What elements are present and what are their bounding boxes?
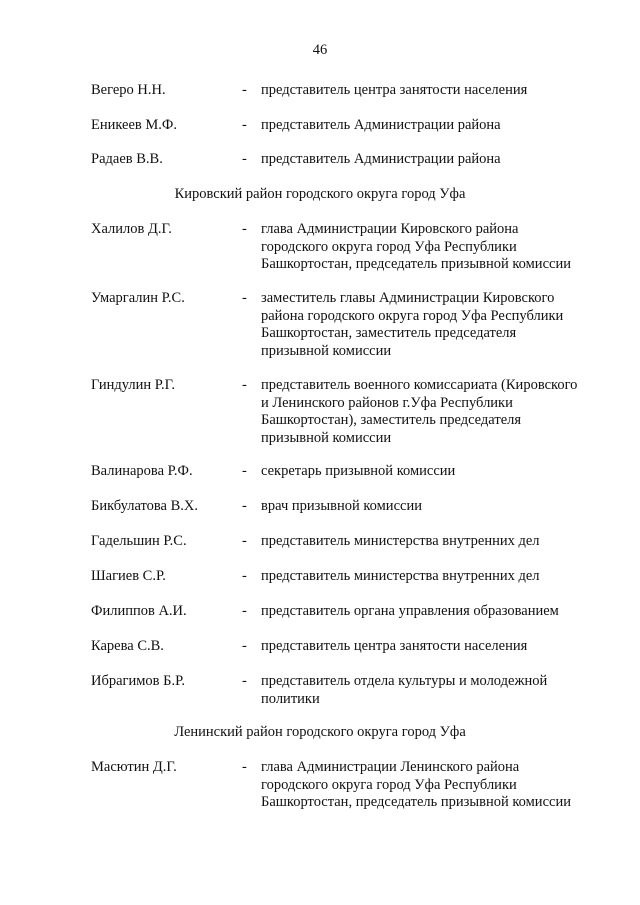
person-name: Масютин Д.Г. — [91, 759, 177, 775]
person-name: Филиппов А.И. — [91, 603, 187, 619]
role-line: заместитель главы Администрации Кировского — [261, 290, 555, 306]
role-line: представитель военного комиссариата (Кировского — [261, 377, 578, 393]
person-role — [261, 377, 611, 447]
role-line: городского округа город Уфа Республики — [261, 238, 517, 255]
role-line: городского округа город Уфа Республики — [261, 776, 517, 793]
person-role — [261, 568, 611, 586]
dash: - — [242, 533, 247, 549]
dash: - — [242, 759, 247, 775]
role-line: представитель органа управления образованием — [261, 603, 559, 619]
role-line: глава Администрации Кировского района — [261, 221, 519, 237]
person-name: Карева С.В. — [91, 638, 164, 654]
section-heading: Ленинский район городского округа город Уфа — [174, 724, 466, 740]
dash: - — [242, 673, 247, 689]
section-heading: Кировский район городского округа город Уфа — [174, 186, 466, 202]
person-role — [261, 638, 611, 656]
role-line: призывной комиссии — [261, 429, 392, 446]
dash: - — [242, 377, 247, 393]
person-role — [261, 759, 611, 812]
person-name: Умаргалин Р.С. — [91, 290, 185, 306]
person-role — [261, 117, 611, 135]
role-line: представитель центра занятости населения — [261, 638, 528, 654]
person-role — [261, 151, 611, 169]
person-role — [261, 533, 611, 551]
person-name: Ибрагимов Б.Р. — [91, 673, 185, 689]
dash: - — [242, 221, 247, 237]
role-line: врач призывной комиссии — [261, 498, 422, 514]
person-role — [261, 290, 611, 360]
person-role — [261, 498, 611, 516]
person-name: Халилов Д.Г. — [91, 221, 172, 237]
person-name: Гадельшин Р.С. — [91, 533, 187, 549]
dash: - — [242, 638, 247, 654]
dash: - — [242, 603, 247, 619]
person-name: Радаев В.В. — [91, 151, 163, 167]
person-name: Гиндулин Р.Г. — [91, 377, 175, 393]
role-line: представитель Администрации района — [261, 151, 501, 167]
dash: - — [242, 290, 247, 306]
role-line: секретарь призывной комиссии — [261, 463, 456, 479]
role-line: представитель Администрации района — [261, 117, 501, 133]
dash: - — [242, 82, 247, 98]
person-name: Валинарова Р.Ф. — [91, 463, 193, 479]
dash: - — [242, 568, 247, 584]
role-line: Башкортостан), заместитель председателя — [261, 412, 522, 428]
role-line: представитель министерства внутренних дел — [261, 533, 540, 549]
person-role — [261, 463, 611, 481]
role-line: Башкортостан, председатель призывной комиссии — [261, 256, 571, 272]
role-line: глава Администрации Ленинского района — [261, 759, 520, 775]
dash: - — [242, 463, 247, 479]
person-role — [261, 82, 611, 100]
person-role — [261, 221, 611, 274]
role-line: призывной комиссии — [261, 342, 392, 359]
role-line: представитель министерства внутренних дел — [261, 568, 540, 584]
role-line: Башкортостан, председатель призывной комиссии — [261, 794, 571, 810]
role-line: представитель отдела культуры и молодежной — [261, 673, 548, 689]
role-line: и Ленинского районов г.Уфа Республики — [261, 394, 513, 411]
person-name: Бикбулатова В.Х. — [91, 498, 199, 514]
person-name: Шагиев С.Р. — [91, 568, 166, 584]
person-name: Вегеро Н.Н. — [91, 82, 166, 98]
person-role — [261, 603, 611, 621]
role-line: представитель центра занятости населения — [261, 82, 528, 98]
person-name: Еникеев М.Ф. — [91, 117, 178, 133]
role-line: района городского округа город Уфа Республики — [261, 307, 564, 324]
dash: - — [242, 498, 247, 514]
dash: - — [242, 117, 247, 133]
dash: - — [242, 151, 247, 167]
role-line: политики — [261, 690, 320, 707]
page-number: 46 — [312, 42, 328, 58]
person-role — [261, 673, 611, 708]
role-line: Башкортостан, заместитель председателя — [261, 325, 517, 341]
